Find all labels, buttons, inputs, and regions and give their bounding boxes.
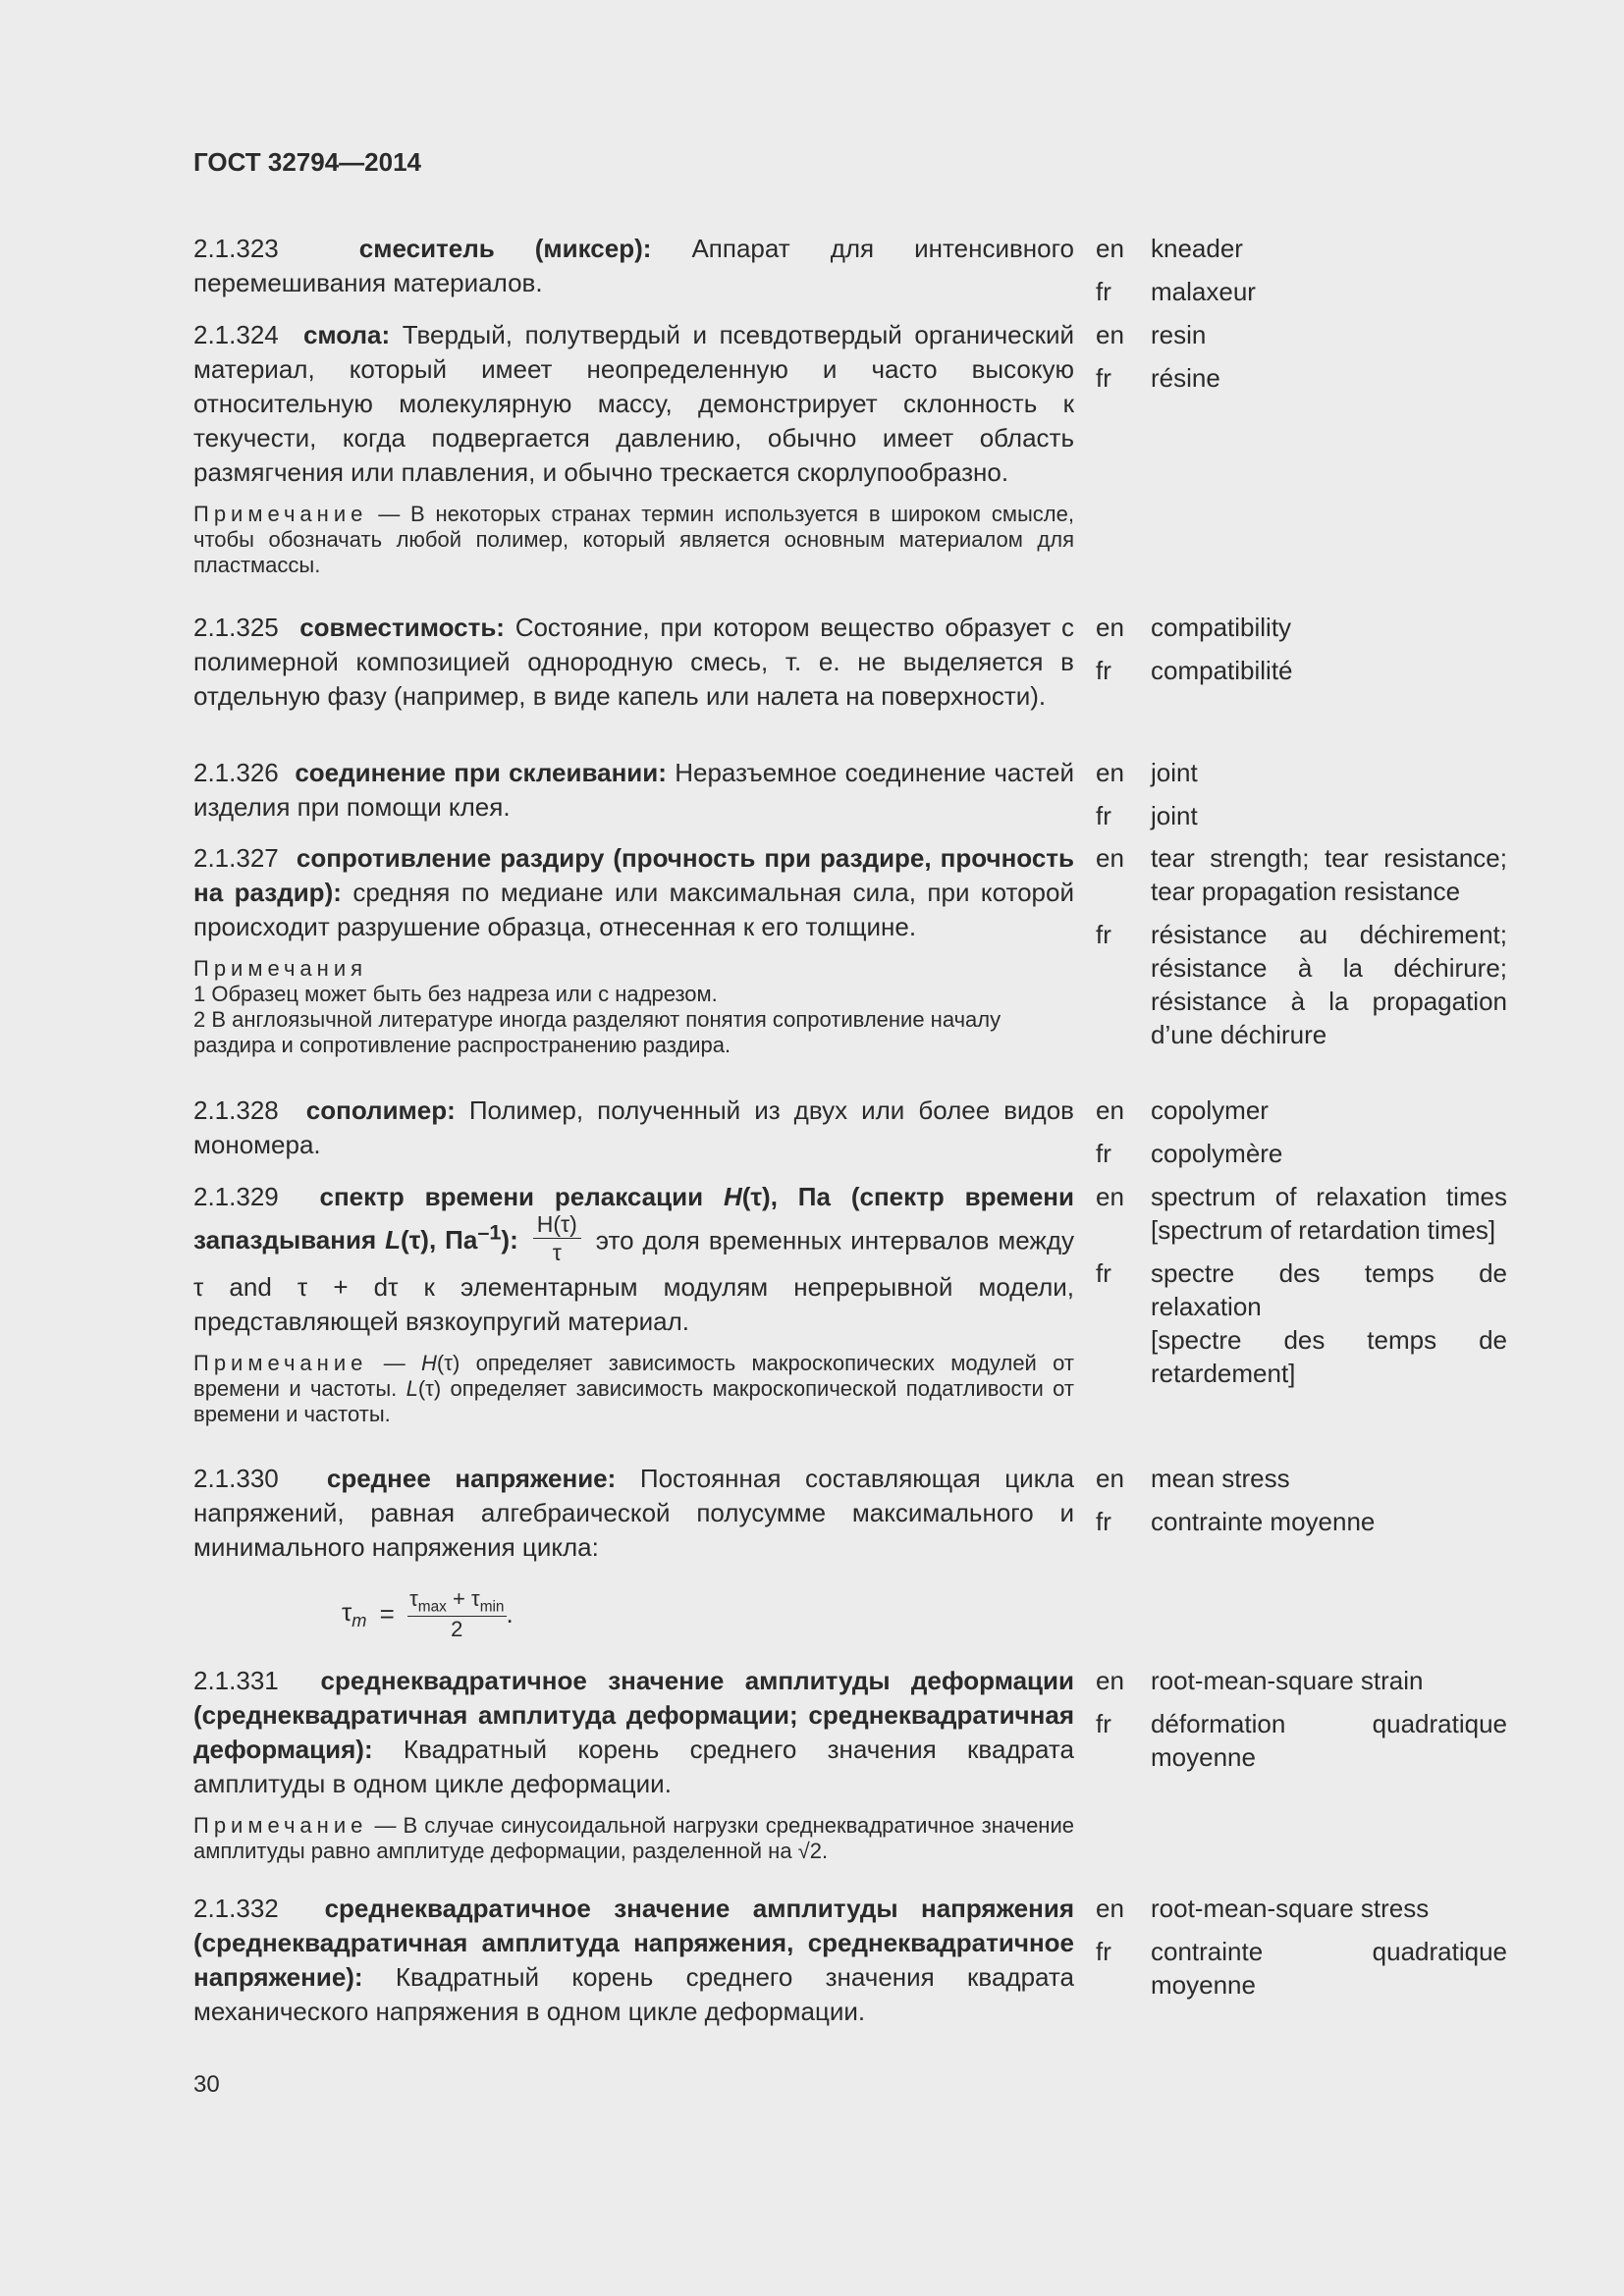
term-note <box>193 956 1074 1058</box>
term-fr: compatibilité <box>1151 656 1293 685</box>
formula-numerator <box>407 1586 506 1617</box>
foreign-equivalents <box>1096 1180 1507 1390</box>
formula-tau: τ <box>409 1586 418 1611</box>
foreign-equivalents <box>1096 1892 1507 2002</box>
foreign-equivalents <box>1096 232 1507 308</box>
term-definition <box>193 1664 1074 1864</box>
term-name: сопротивление раздиру (прочность при раздире, прочность на раздир): <box>193 843 1074 907</box>
term-text: это доля временных интервалов между τ and τ + dτ к элементарным модулям непрерывной модели, представляющей вязкоупругий материал. <box>193 1225 1074 1336</box>
lang-fr-label: fr <box>1096 277 1111 306</box>
term-name: совместимость: <box>299 613 505 642</box>
formula-tau: τ <box>470 1586 480 1611</box>
formula-period: . <box>506 1599 514 1629</box>
formula-equals: = <box>379 1599 395 1629</box>
term-fr <box>1151 1256 1507 1390</box>
note-label: Примечание <box>193 1351 368 1375</box>
lang-en-label: en <box>1096 1666 1124 1695</box>
term-name-part: ): <box>501 1225 518 1255</box>
page-number: 30 <box>193 2071 220 2098</box>
term-definition <box>193 318 1074 578</box>
term-fr: joint <box>1151 801 1198 830</box>
formula-sub: min <box>479 1598 505 1616</box>
term-text: Аппарат для интенсивного перемешивания материалов. <box>193 234 1074 297</box>
lang-en-label: en <box>1096 1095 1124 1125</box>
term-number: 2.1.325 <box>193 613 279 642</box>
note-label: Примечания <box>193 956 368 981</box>
term-number: 2.1.326 <box>193 758 279 787</box>
term-name-part: , Па (спектр времени запаздывания <box>193 1182 1074 1255</box>
term-en: tear strength; tear resistance; tear propagation resistance <box>1151 843 1507 906</box>
term-en: compatibility <box>1151 613 1292 642</box>
lang-fr-label: fr <box>1096 363 1111 393</box>
term-name: среднеквадратичное значение амплитуды напряжения (среднеквадратичная амплитуда напряжения, среднеквадратичное напряжение): <box>193 1894 1074 1992</box>
note-label: Примечание <box>193 1813 368 1838</box>
fraction <box>533 1210 581 1266</box>
lang-fr-label: fr <box>1096 1258 1111 1288</box>
formula-sub: m <box>352 1611 367 1631</box>
term-definition <box>193 1462 1074 1565</box>
foreign-equivalents <box>1096 1094 1507 1170</box>
term-fr: contrainte moyenne <box>1151 1507 1376 1536</box>
term-definition <box>193 1892 1074 2029</box>
symbol-tau: τ <box>408 1225 421 1255</box>
term-en: copolymer <box>1151 1095 1269 1125</box>
fraction-denominator: τ <box>552 1240 562 1265</box>
lang-en-label: en <box>1096 758 1124 787</box>
term-name: сополимер: <box>305 1095 456 1125</box>
term-fr: malaxeur <box>1151 277 1256 306</box>
formula-tau: τ <box>342 1597 352 1628</box>
mean-stress-formula <box>342 1586 514 1642</box>
term-note <box>193 1813 1074 1864</box>
lang-en-label: en <box>1096 1894 1124 1923</box>
term-number: 2.1.330 <box>193 1464 279 1493</box>
note-item: 1 Образец может быть без надреза или с надрезом. <box>193 982 718 1006</box>
standard-header: ГОСТ 32794—2014 <box>193 147 421 177</box>
term-name-part: , Па <box>428 1225 478 1255</box>
term-definition <box>193 232 1074 300</box>
term-fr-part: spectre des temps de relaxation <box>1151 1258 1507 1321</box>
term-definition <box>193 611 1074 714</box>
foreign-equivalents <box>1096 1462 1507 1538</box>
term-name: соединение при склеивании: <box>295 758 667 787</box>
term-text: Полимер, полученный из двух или более видов мономера. <box>193 1095 1074 1159</box>
formula-denominator: 2 <box>451 1617 463 1642</box>
formula-plus: + <box>453 1586 465 1611</box>
formula-lhs <box>342 1597 366 1631</box>
note-item: 2 В англоязычной литературе иногда разделяют понятия сопротивление началу раздира и сопротивление распространению раздира. <box>193 1007 1001 1057</box>
term-name: смола: <box>302 320 391 349</box>
foreign-equivalents <box>1096 611 1507 687</box>
term-text: Состояние, при котором вещество образует с полимерной композицией однородную смесь, т. е. не выделяется в отдельную фазу (например, в виде капель или налета на поверхности). <box>193 613 1074 711</box>
symbol-H: H <box>723 1182 742 1211</box>
lang-fr-label: fr <box>1096 1937 1111 1966</box>
foreign-equivalents <box>1096 318 1507 395</box>
term-text: Квадратный корень среднего значения квадрата механического напряжения в одном цикле деформации. <box>193 1962 1074 2026</box>
term-fr-part: [spectre des temps de retardement] <box>1151 1325 1507 1388</box>
term-fr: contrainte quadratique moyenne <box>1151 1937 1507 2000</box>
term-number: 2.1.329 <box>193 1182 279 1211</box>
note-text: — В некоторых странах термин используется в широком смысле, чтобы обозначать любой полимер, который является основным материалом для пластмассы. <box>193 502 1074 577</box>
term-name: среднеквадратичное значение амплитуды деформации (среднеквадратичная амплитуда деформации; среднеквадратичная деформация): <box>193 1666 1075 1764</box>
note-text: — В случае синусоидальной нагрузки среднеквадратичное значение амплитуды равно амплитуде деформации, разделенной на √2. <box>193 1813 1074 1863</box>
lang-en-label: en <box>1096 843 1124 873</box>
term-text: средняя по медиане или максимальная сила, при которой происходит разрушение образца, отнесенная к его толщине. <box>193 878 1074 941</box>
term-number: 2.1.328 <box>193 1095 279 1125</box>
lang-fr-label: fr <box>1096 801 1111 830</box>
term-number: 2.1.324 <box>193 320 279 349</box>
term-number: 2.1.323 <box>193 234 279 263</box>
lang-fr-label: fr <box>1096 656 1111 685</box>
fraction-numerator: H(τ) <box>533 1210 581 1239</box>
term-name-part: спектр времени релаксации <box>319 1182 704 1211</box>
foreign-equivalents <box>1096 756 1507 832</box>
term-name: спектр времени релаксации H(τ), Па (спектр времени запаздывания L(τ), $Па^{-1}$): <box>193 1182 1074 1255</box>
term-fr: déformation quadratique moyenne <box>1151 1709 1507 1772</box>
note-dash: — <box>383 1351 406 1375</box>
formula-sub: max <box>417 1598 447 1616</box>
formula-fraction <box>407 1586 506 1642</box>
term-definition <box>193 841 1074 1058</box>
term-definition <box>193 1180 1074 1427</box>
superscript: –1 <box>477 1219 502 1245</box>
term-note <box>193 1351 1074 1427</box>
symbol-L: L <box>406 1376 418 1401</box>
term-number: 2.1.332 <box>193 1894 279 1923</box>
foreign-equivalents <box>1096 1664 1507 1774</box>
lang-en-label: en <box>1096 320 1124 349</box>
symbol-H: H <box>421 1351 437 1375</box>
term-en: root-mean-square stress <box>1151 1894 1430 1923</box>
term-fr: résistance au déchirement; résistance à la déchirure; résistance à la propagation d’une déchirure <box>1151 920 1507 1049</box>
lang-fr-label: fr <box>1096 1139 1111 1168</box>
term-text: Неразъемное соединение частей изделия при помощи клея. <box>193 758 1074 822</box>
term-text: Постоянная составляющая цикла напряжений, равная алгебраической полусумме максимального и минимального напряжения цикла: <box>193 1464 1074 1562</box>
term-en: joint <box>1151 758 1198 787</box>
term-definition <box>193 1094 1074 1162</box>
term-text: Квадратный корень среднего значения квадрата амплитуды в одном цикле деформации. <box>193 1735 1074 1798</box>
term-en: kneader <box>1151 234 1243 263</box>
lang-en-label: en <box>1096 234 1124 263</box>
term-en: resin <box>1151 320 1207 349</box>
symbol-tau: τ <box>750 1182 763 1211</box>
term-definition <box>193 756 1074 825</box>
lang-fr-label: fr <box>1096 920 1111 949</box>
note-text: (τ) определяет зависимость макроскопической податливости от времени и частоты. <box>193 1376 1074 1426</box>
lang-fr-label: fr <box>1096 1709 1111 1738</box>
note-label: Примечание <box>193 502 368 526</box>
lang-en-label: en <box>1096 613 1124 642</box>
term-number: 2.1.327 <box>193 843 279 873</box>
term-name: смеситель (миксер): <box>358 234 652 263</box>
term-note <box>193 502 1074 578</box>
lang-fr-label: fr <box>1096 1507 1111 1536</box>
term-en: spectrum of relaxation times [spectrum of retardation times] <box>1151 1182 1507 1245</box>
term-en: mean stress <box>1151 1464 1290 1493</box>
term-number: 2.1.331 <box>193 1666 279 1695</box>
lang-en-label: en <box>1096 1464 1124 1493</box>
symbol-L: L <box>385 1225 402 1255</box>
term-name: среднее напряжение: <box>326 1464 617 1493</box>
note-text: (τ) определяет зависимость макроскопических модулей от времени и частоты. <box>193 1351 1075 1401</box>
term-text: Твердый, полутвердый и псевдотвердый органический материал, который имеет неопределенную и часто высокую относительную молекулярную массу, демонстрирует склонность к текучести, когда подвергается давлению, обычно имеет область размягчения или плавления, и обычно трескается скорлупообразно. <box>193 320 1075 487</box>
lang-en-label: en <box>1096 1182 1124 1211</box>
term-fr: copolymère <box>1151 1139 1283 1168</box>
term-fr: résine <box>1151 363 1220 393</box>
term-en: root-mean-square strain <box>1151 1666 1424 1695</box>
foreign-equivalents <box>1096 841 1507 1051</box>
